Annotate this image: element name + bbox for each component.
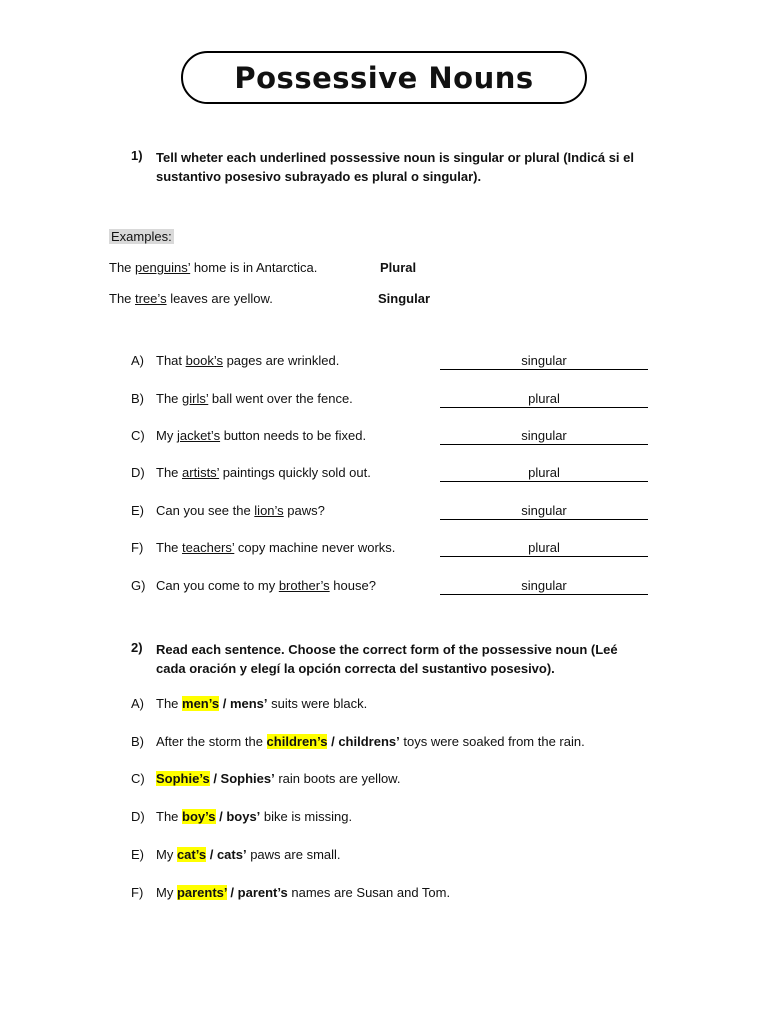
- item-letter: D): [131, 809, 145, 824]
- page-title: Possessive Nouns: [234, 60, 534, 95]
- wrong-choice[interactable]: cats’: [216, 847, 247, 862]
- item-letter: A): [131, 353, 144, 368]
- underlined-noun: lion’s: [254, 503, 284, 518]
- answer-line[interactable]: [440, 428, 648, 445]
- item-sentence: The girls’ ball went over the fence.: [156, 391, 353, 406]
- correct-choice[interactable]: children’s: [266, 734, 328, 749]
- section1-instruction: Tell wheter each underlined possessive noun is singular or plural (Indicá si el sustantivo posesivo subrayado es plural o singular).: [156, 150, 634, 184]
- item-sentence: That book’s pages are wrinkled.: [156, 353, 340, 368]
- title-box: [181, 51, 587, 104]
- answer-text: plural: [528, 540, 560, 555]
- item-letter: B): [131, 391, 144, 406]
- underlined-noun: teachers’: [182, 540, 235, 555]
- item-letter: E): [131, 503, 144, 518]
- example-answer: Plural: [380, 260, 417, 275]
- example-sentence: The tree’s leaves are yellow.: [109, 291, 273, 306]
- item-sentence: My jacket’s button needs to be fixed.: [156, 428, 367, 443]
- choice-sentence: The men’s / mens’ suits were black.: [156, 696, 368, 711]
- examples-label: Examples:: [111, 229, 172, 244]
- correct-choice[interactable]: Sophie’s: [156, 771, 210, 786]
- choice-sentence: My cat’s / cats’ paws are small.: [156, 847, 341, 862]
- item-letter: F): [131, 540, 144, 555]
- answer-text: singular: [521, 578, 567, 593]
- correct-choice[interactable]: parents’: [176, 885, 227, 900]
- wrong-choice[interactable]: Sophies’: [220, 771, 275, 786]
- item-letter: B): [131, 734, 144, 749]
- wrong-choice[interactable]: childrens’: [338, 734, 400, 749]
- answer-text: singular: [521, 503, 567, 518]
- item-letter: C): [131, 428, 145, 443]
- correct-choice[interactable]: men’s: [182, 696, 220, 711]
- item-letter: G): [131, 578, 146, 593]
- answer-text: plural: [528, 391, 560, 406]
- answer-text: plural: [528, 465, 560, 480]
- item-sentence: Can you see the lion’s paws?: [156, 503, 325, 518]
- choice-sentence: Sophie’s / Sophies’ rain boots are yellow.: [156, 771, 401, 786]
- underlined-noun: brother’s: [278, 578, 330, 593]
- item-letter: E): [131, 847, 144, 862]
- choice-sentence: After the storm the children’s / childrens’ toys were soaked from the rain.: [156, 734, 585, 749]
- answer-line[interactable]: [440, 540, 648, 557]
- underlined-noun: penguins’: [135, 260, 191, 275]
- item-letter: D): [131, 465, 145, 480]
- answer-line[interactable]: [440, 465, 648, 482]
- section2-instruction: Read each sentence. Choose the correct form of the possessive noun (Leé cada oración y elegí la opción correcta del sustantivo posesivo).: [156, 642, 618, 676]
- answer-line[interactable]: [440, 391, 648, 408]
- item-letter: A): [131, 696, 144, 711]
- underlined-noun: artists’: [182, 465, 220, 480]
- section2-number: 2): [131, 640, 143, 655]
- choice-sentence: The boy’s / boys’ bike is missing.: [156, 809, 353, 824]
- underlined-noun: tree’s: [135, 291, 167, 306]
- answer-text: singular: [521, 353, 567, 368]
- item-sentence: Can you come to my brother’s house?: [156, 578, 376, 593]
- example-answer: Singular: [378, 291, 431, 306]
- underlined-noun: girls’: [182, 391, 209, 406]
- choice-sentence: My parents’ / parent’s names are Susan and Tom.: [156, 885, 451, 900]
- item-sentence: The artists’ paintings quickly sold out.: [156, 465, 371, 480]
- wrong-choice[interactable]: mens’: [229, 696, 268, 711]
- underlined-noun: jacket’s: [176, 428, 221, 443]
- answer-line[interactable]: [440, 578, 648, 595]
- answer-line[interactable]: [440, 353, 648, 370]
- item-sentence: The teachers’ copy machine never works.: [156, 540, 396, 555]
- answer-line[interactable]: [440, 503, 648, 520]
- correct-choice[interactable]: boy’s: [182, 809, 216, 824]
- wrong-choice[interactable]: parent’s: [237, 885, 288, 900]
- example-sentence: The penguins’ home is in Antarctica.: [109, 260, 318, 275]
- underlined-noun: book’s: [185, 353, 223, 368]
- section1-number: 1): [131, 148, 143, 163]
- item-letter: F): [131, 885, 144, 900]
- item-letter: C): [131, 771, 145, 786]
- answer-text: singular: [521, 428, 567, 443]
- correct-choice[interactable]: cat’s: [176, 847, 207, 862]
- wrong-choice[interactable]: boys’: [226, 809, 261, 824]
